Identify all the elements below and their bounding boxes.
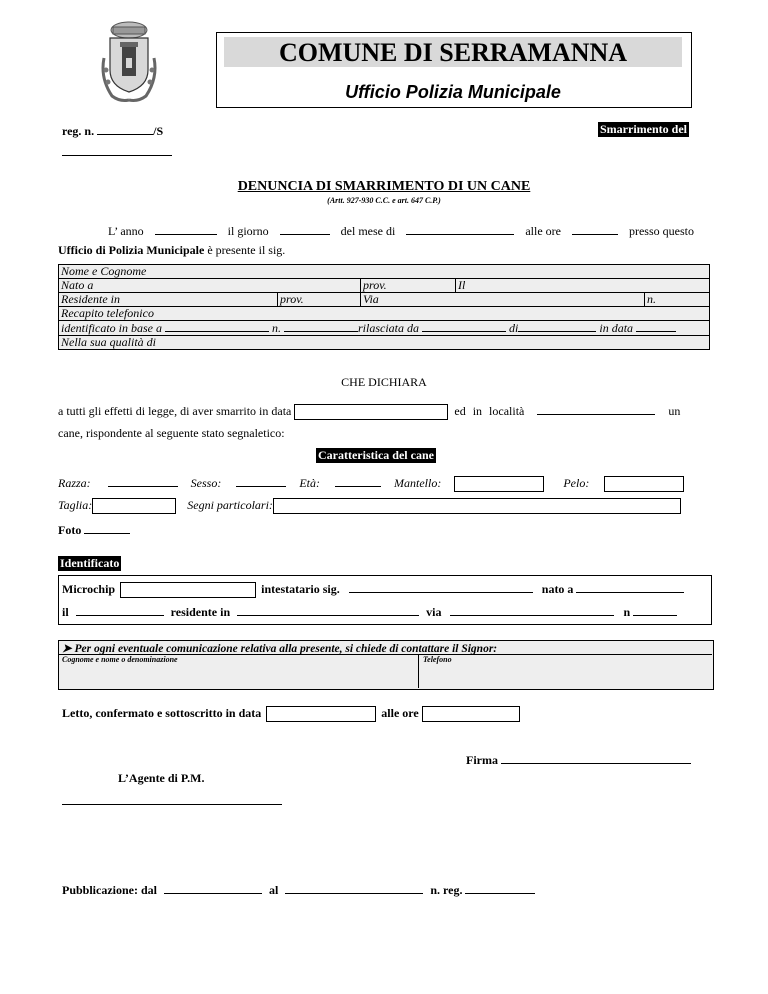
firma-label: Firma: [466, 753, 498, 767]
pub-al-label: al: [269, 883, 279, 897]
qualita-row[interactable]: Nella sua qualità di: [59, 336, 710, 350]
prov2-cell[interactable]: prov.: [278, 293, 361, 307]
agent-label: L’Agente di P.M.: [118, 771, 205, 785]
id-nato-field[interactable]: [576, 580, 684, 593]
characteristics-row-1: Razza: Sesso: Età: Mantello: Pelo:: [58, 474, 708, 492]
nome-row[interactable]: Nome e Cognome: [59, 265, 710, 279]
di-label: di: [509, 321, 519, 335]
ident-label: identificato in base a: [61, 321, 162, 335]
prov1-cell[interactable]: prov.: [361, 279, 456, 293]
confirm-date-field[interactable]: [266, 706, 376, 722]
foto-label: Foto: [58, 523, 82, 537]
document-subtitle: (Artt. 927-930 C.C. e art. 647 C.P.): [327, 196, 441, 205]
declares-heading: CHE DICHIARA: [341, 375, 427, 389]
characteristics-heading: Caratteristica del cane: [318, 448, 434, 462]
municipality-title: COMUNE DI SERRAMANNA: [278, 38, 628, 67]
confirm-ore-field[interactable]: [422, 706, 520, 722]
id-n-field[interactable]: [633, 603, 677, 616]
lost-line-continuation: cane, rispondente al seguente stato segnaletico:: [58, 426, 285, 440]
office-line: [58, 243, 285, 258]
municipal-crest: [98, 18, 160, 104]
ident-n-label: n.: [272, 321, 281, 335]
reg-label: reg. n.: [62, 124, 95, 138]
lost-date-field[interactable]: [294, 404, 448, 420]
rilasciata-label: rilasciata da: [358, 321, 420, 335]
pub-dal-field[interactable]: [164, 881, 262, 894]
id-nato-label: nato a: [541, 582, 574, 596]
anno-field[interactable]: [155, 222, 217, 235]
confirm-ore-label: alle ore: [381, 706, 419, 720]
reg-suffix: /S: [153, 124, 164, 138]
identification-row-2: [62, 603, 677, 620]
eta-field[interactable]: [335, 474, 381, 487]
reg-continuation-field[interactable]: [62, 140, 172, 156]
lost-line: [58, 402, 708, 420]
mese-field[interactable]: [406, 222, 514, 235]
microchip-field[interactable]: [120, 582, 256, 598]
sesso-field[interactable]: [236, 474, 286, 487]
arrow-icon: ➤: [62, 643, 72, 655]
il-cell[interactable]: Il: [456, 279, 710, 293]
office-name: Ufficio Polizia Municipale: [345, 82, 561, 102]
characteristics-row-2: [58, 498, 681, 514]
foto-field[interactable]: [84, 521, 130, 534]
microchip-label: Microchip: [62, 582, 116, 596]
id-via-field[interactable]: [450, 603, 614, 616]
firma-field[interactable]: [501, 751, 691, 764]
mantello-field[interactable]: [454, 476, 544, 492]
un-label: un: [668, 404, 681, 418]
in-data-label: in data: [599, 321, 634, 335]
taglia-field[interactable]: [92, 498, 176, 514]
nato-cell[interactable]: Nato a: [59, 279, 361, 293]
id-residente-field[interactable]: [237, 603, 419, 616]
id-il-label: il: [62, 605, 69, 619]
pub-dal-label: Pubblicazione: dal: [62, 883, 158, 897]
presso-label: presso questo: [628, 224, 694, 238]
segni-field[interactable]: [273, 498, 681, 514]
pub-al-field[interactable]: [285, 881, 423, 894]
via-cell[interactable]: Via: [361, 293, 645, 307]
pelo-field[interactable]: [604, 476, 684, 492]
id-n-label: n: [623, 605, 631, 619]
id-residente-label: residente in: [170, 605, 231, 619]
lost-place-label: ed in località: [454, 404, 525, 418]
identification-row-1: [62, 580, 684, 598]
id-via-label: via: [426, 605, 442, 619]
intestatario-field[interactable]: [349, 580, 533, 593]
taglia-label: Taglia:: [58, 498, 93, 512]
lost-place-field[interactable]: [537, 402, 655, 415]
ore-field[interactable]: [572, 222, 618, 235]
loss-badge: Smarrimento del: [600, 122, 687, 136]
giorno-field[interactable]: [280, 222, 330, 235]
contact-column-divider: [418, 655, 419, 688]
contact-phone-column[interactable]: Telefono: [423, 655, 452, 664]
recapito-row[interactable]: Recapito telefonico: [59, 307, 710, 321]
eta-label: Età: [299, 476, 317, 490]
ident-n-field[interactable]: [284, 321, 358, 332]
razza-field[interactable]: [108, 474, 178, 487]
agent-signature-field[interactable]: [62, 791, 282, 805]
confirm-label: Letto, confermato e sottoscritto in data: [62, 706, 262, 720]
contact-heading-text: Per ogni eventuale comunicazione relativa alla presente, si chiede di contattare il Signor:: [74, 643, 498, 655]
pub-reg-label: n. reg.: [430, 883, 463, 897]
di-field[interactable]: [518, 321, 596, 332]
reg-number-line: [62, 122, 163, 139]
ident-field[interactable]: [165, 321, 269, 332]
n-cell[interactable]: n.: [645, 293, 710, 307]
segni-label: Segni particolari:: [187, 498, 273, 512]
in-data-field[interactable]: [636, 321, 676, 332]
ore-label: alle ore: [525, 224, 561, 238]
pub-reg-field[interactable]: [465, 881, 535, 894]
mantello-label: Mantello: [394, 476, 438, 490]
rilasciata-field[interactable]: [422, 321, 506, 332]
publication-line: [62, 881, 535, 898]
foto-line: [58, 521, 130, 538]
id-il-field[interactable]: [76, 603, 164, 616]
identification-heading: Identificato: [60, 556, 120, 570]
contact-heading: [62, 641, 497, 655]
present-text: è presente il sig.: [207, 243, 286, 257]
residente-cell[interactable]: Residente in: [59, 293, 278, 307]
reg-number-field[interactable]: [97, 122, 153, 135]
document-title: DENUNCIA DI SMARRIMENTO DI UN CANE: [237, 179, 531, 194]
confirmation-line: [62, 706, 520, 722]
razza-label: Razza:: [58, 476, 91, 490]
lost-date-label: a tutti gli effetti di legge, di aver smarrito in data: [58, 404, 292, 418]
mese-label: del mese di: [340, 224, 396, 238]
ident-row[interactable]: [59, 321, 710, 336]
giorno-label: il giorno: [227, 224, 269, 238]
pelo-label: Pelo:: [563, 476, 590, 490]
signature-line: [466, 751, 691, 768]
office-bold: Ufficio di Polizia Municipale: [58, 243, 205, 257]
anno-label: L’ anno: [108, 224, 144, 238]
intro-line: [108, 222, 708, 239]
contact-name-column[interactable]: Cognome e nome o denominazione: [62, 655, 178, 664]
intestatario-label: intestatario sig.: [261, 582, 340, 596]
person-data-table: [58, 264, 710, 350]
sesso-label: Sesso:: [190, 476, 222, 490]
